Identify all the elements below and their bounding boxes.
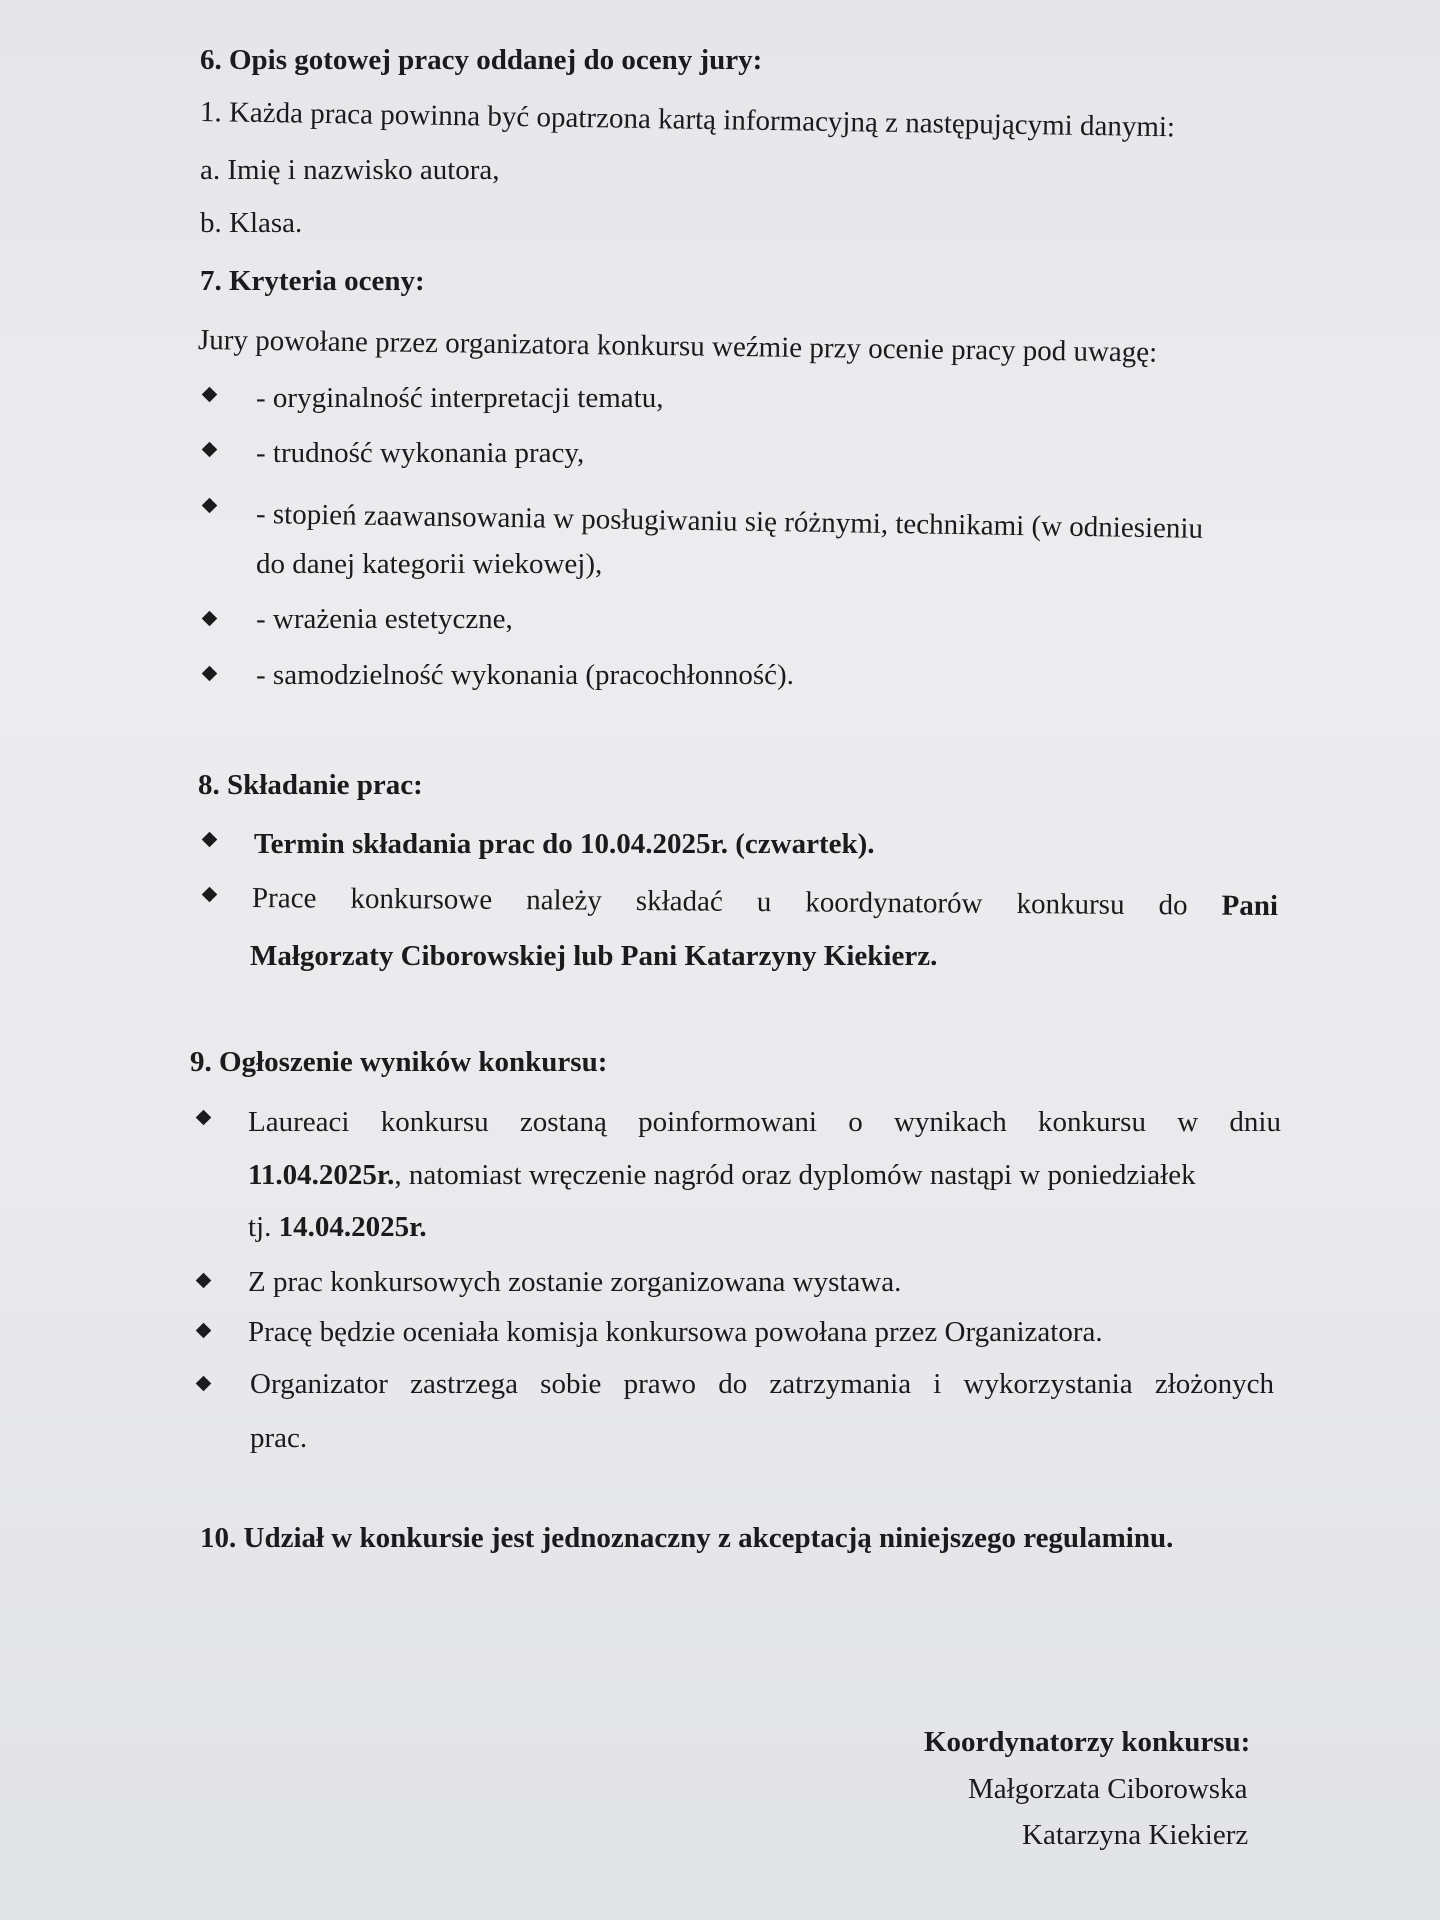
rights-info-line-1: Organizator zastrzega sobie prawo do zatrzymania i wykorzystania złożonych	[250, 1368, 1274, 1400]
exhibition-info: Z prac konkursowych zostanie zorganizowana wystawa.	[248, 1266, 902, 1298]
section-9-heading: 9. Ogłoszenie wyników konkursu:	[190, 1046, 608, 1078]
submission-info-line-1: Prace konkursowe należy składać u koordynatorów konkursu do Pani	[251, 882, 1279, 923]
results-info-line-1: Laureaci konkursu zostaną poinformowani o wynikach konkursu w dniu	[248, 1106, 1281, 1138]
submission-info-line-2: Małgorzaty Ciborowskiej lub Pani Katarzyny Kiekierz.	[250, 940, 938, 972]
criteria-item: - trudność wykonania pracy,	[256, 437, 585, 469]
criteria-item: - samodzielność wykonania (pracochłonność).	[256, 659, 794, 691]
bullet-icon	[202, 442, 218, 458]
section-6-item-1: 1. Każda praca powinna być opatrzona kartą informacyjną z następującymi danymi:	[199, 96, 1176, 144]
rights-info-line-2: prac.	[250, 1422, 308, 1454]
criteria-item-continuation: do danej kategorii wiekowej),	[256, 548, 603, 580]
results-info-line-3: tj. 14.04.2025r.	[248, 1211, 427, 1243]
section-6-item-a: a. Imię i nazwisko autora,	[200, 154, 500, 186]
criteria-item: - oryginalność interpretacji tematu,	[256, 382, 664, 414]
coordinator-name-2: Katarzyna Kiekierz	[1022, 1819, 1249, 1851]
section-10-statement: 10. Udział w konkursie jest jednoznaczny z akceptacją niniejszego regulaminu.	[200, 1522, 1174, 1554]
bullet-icon	[196, 1323, 212, 1339]
criteria-item: - stopień zaawansowania w posługiwaniu się różnymi, technikami (w odniesieniu	[255, 498, 1204, 545]
bullet-icon	[202, 611, 218, 627]
bullet-icon	[202, 498, 218, 514]
bullet-icon	[202, 387, 218, 403]
coordinator-name-1: Małgorzata Ciborowska	[968, 1773, 1248, 1805]
bullet-icon	[202, 832, 218, 848]
results-info-line-2: 11.04.2025r., natomiast wręczenie nagród oraz dyplomów nastąpi w poniedziałek	[248, 1159, 1196, 1191]
section-6-item-b: b. Klasa.	[200, 207, 303, 239]
bullet-icon	[196, 1110, 212, 1126]
section-6-heading: 6. Opis gotowej pracy oddanej do oceny jury:	[200, 44, 763, 76]
bullet-icon	[196, 1376, 212, 1392]
coordinators-heading: Koordynatorzy konkursu:	[924, 1726, 1251, 1758]
section-8-heading: 8. Składanie prac:	[198, 769, 423, 801]
jury-info: Pracę będzie oceniała komisja konkursowa powołana przez Organizatora.	[248, 1316, 1103, 1348]
section-7-intro: Jury powołane przez organizatora konkursu weźmie przy ocenie pracy pod uwagę:	[197, 324, 1158, 369]
criteria-item: - wrażenia estetyczne,	[256, 603, 513, 635]
section-7-heading: 7. Kryteria oceny:	[200, 265, 425, 297]
bullet-icon	[202, 887, 218, 903]
submission-deadline: Termin składania prac do 10.04.2025r. (czwartek).	[254, 828, 875, 860]
bullet-icon	[196, 1273, 212, 1289]
bullet-icon	[202, 666, 218, 682]
